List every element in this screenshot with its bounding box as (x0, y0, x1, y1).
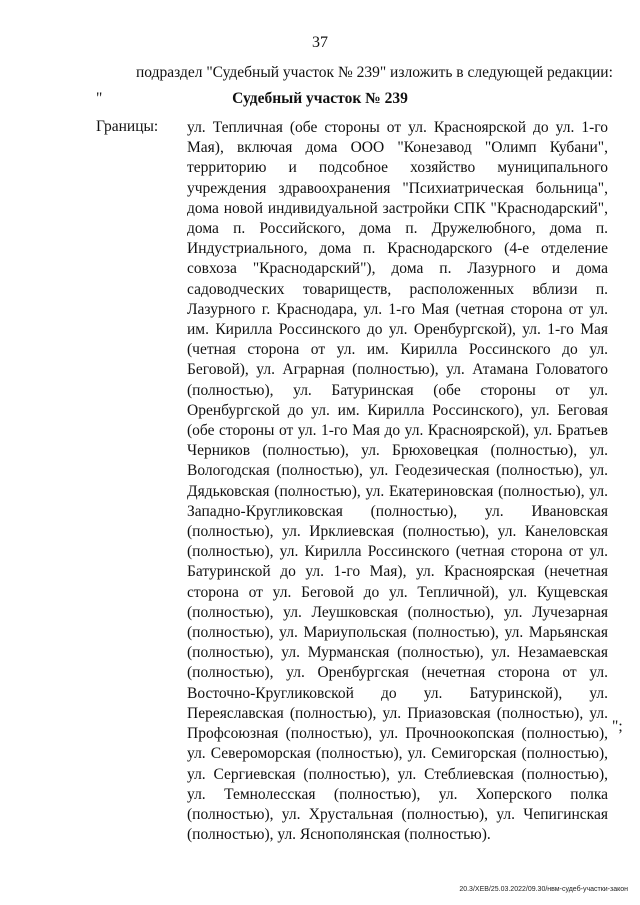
page-number: 37 (312, 34, 328, 51)
boundaries-label: Границы: (96, 118, 159, 135)
boundaries-text: ул. Тепличная (обе стороны от ул. Красноярской до ул. 1-го Мая), включая дома ООО "Конезавод "Олимп Кубани", территорию и подсобное хозяйство муниципального учреждения здравоохранения "Психиатрическая больница", дома новой индивидуальной застройки СПК "Краснодарский", дома п. Российского, дома п. Дружелюбного, дома п. Индустриального, дома п. Краснодарского (4-е отделение совхоза "Краснодарский"), дома п. Лазурного и дома садоводческих товариществ, расположенных вблизи п. Лазурного г. Краснодара, ул. 1-го Мая (четная сторона от ул. им. Кирилла Россинского до ул. Оренбургской), ул. 1-го Мая (четная сторона от ул. им. Кирилла Россинского до ул. Беговой), ул. Аграрная (полностью), ул. Атамана Головатого (полностью), ул. Батуринская (обе стороны от ул. Оренбургской до ул. им. Кирилла Россинского), ул. Беговая (обе стороны от ул. 1-го Мая до ул. Красноярской), ул. Братьев Черников (полностью), ул. Брюховецкая (полностью), ул. Вологодская (полностью), ул. Геодезическая (полностью), ул. Дядьковская (полностью), ул. Екатериновская (полностью), ул. Западно-Кругликовская (полностью), ул. Ивановская (полностью), ул. Ирклиевская (полностью), ул. Канеловская (полностью), ул. Кирилла Россинского (четная сторона от ул. Батуринской до ул. 1-го Мая), ул. Красноярская (нечетная сторона от ул. Беговой до ул. Тепличной), ул. Кущевская (полностью), ул. Леушковская (полностью), ул. Лучезарная (полностью), ул. Мариупольская (полностью), ул. Марьянская (полностью), ул. Мурманская (полностью), ул. Незамаевская (полностью), ул. Оренбургская (нечетная сторона от ул. Восточно-Кругликовской до ул. Батуринской), ул. Переяславская (полностью), ул. Приазовская (полностью), ул. Профсоюзная (полностью), ул. Прочноокопская (полностью), ул. Североморская (полностью), ул. Семигорская (полностью), ул. Сергиевская (полностью), ул. Стеблиевская (полностью), ул. Темнолесская (полностью), ул. Хоперского полка (полностью), ул. Хрустальная (полностью), ул. Чепигинская (полностью), ул. Яснополянская (полностью). (187, 119, 608, 844)
closing-quote: "; (612, 718, 623, 735)
section-title: Судебный участок № 239 (232, 90, 408, 107)
intro-line: подраздел "Судебный участок № 239" изложить в следующей редакции: (136, 64, 613, 81)
document-footer: 20.3/ХЕВ/25.03.2022/09.30/нвм-судеб-участки-закон (459, 886, 628, 893)
open-quote: " (96, 90, 103, 107)
